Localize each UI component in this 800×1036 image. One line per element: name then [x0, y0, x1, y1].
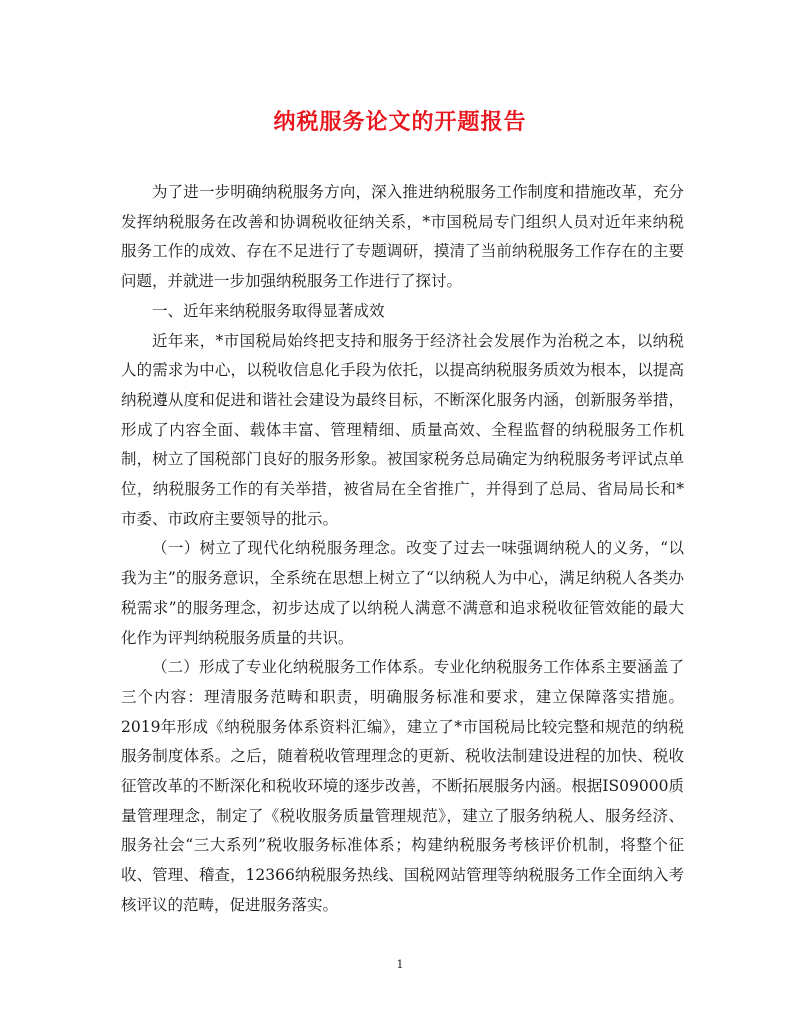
section-heading-1: 一、近年来纳税服务取得显著成效: [152, 301, 385, 320]
page-number: 1: [396, 958, 404, 971]
paragraph-achievements: 近年来，*市国税局始终把支持和服务于经济社会发展作为治税之本，以纳税人的需求为中心，以税收信息化手段为依托，以提高纳税服务质效为根本，以提高纳税遵从度和促进和谐社会建设为最终目标，不断深化服务内涵，创新服务举措，形成了内容全面、载体丰富、管理精细、质量高效、全程监督的纳税服务工作机制，树立了国税部门良好的服务形象。被国家税务总局确定为纳税服务考评试点单位，纳税服务工作的有关举措，被省局在全省推广，并得到了总局、省局局长和*市委、市政府主要领导的批示。: [121, 331, 684, 528]
document-title: 纳税服务论文的开题报告: [273, 109, 527, 135]
document-body: [121, 178, 684, 921]
paragraph-subsection-1: （一）树立了现代化纳税服务理念。改变了过去一味强调纳税人的义务，“以我为主”的服务意识，全系统在思想上树立了“以纳税人为中心，满足纳税人各类办税需求”的服务理念，初步达成了以纳税人满意不满意和追求税收征管效能的最大化作为评判纳税服务质量的共识。: [121, 539, 684, 647]
paragraph-intro: 为了进一步明确纳税服务方向，深入推进纳税服务工作制度和措施改革，充分发挥纳税服务在改善和协调税收征纳关系，*市国税局专门组织人员对近年来纳税服务工作的成效、存在不足进行了专题调研，摸清了当前纳税服务工作存在的主要问题，并就进一步加强纳税服务工作进行了探讨。: [121, 183, 684, 291]
paragraph-subsection-2: （二）形成了专业化纳税服务工作体系。专业化纳税服务工作体系主要涵盖了三个内容：理清服务范畴和职责，明确服务标准和要求，建立保障落实措施。2019年形成《纳税服务体系资料汇编》，建立了*市国税局比较完整和规范的纳税服务制度体系。之后，随着税收管理理念的更新、税收法制建设进程的加快、税收征管改革的不断深化和税收环境的逐步改善，不断拓展服务内涵。根据IS09000质量管理理念，制定了《税收服务质量管理规范》，建立了服务纳税人、服务经济、服务社会“三大系列”税收服务标准体系；构建纳税服务考核评价机制，将整个征收、管理、稽查，12366纳税服务热线、国税网站管理等纳税服务工作全面纳入考核评议的范畴，促进服务落实。: [121, 658, 684, 914]
